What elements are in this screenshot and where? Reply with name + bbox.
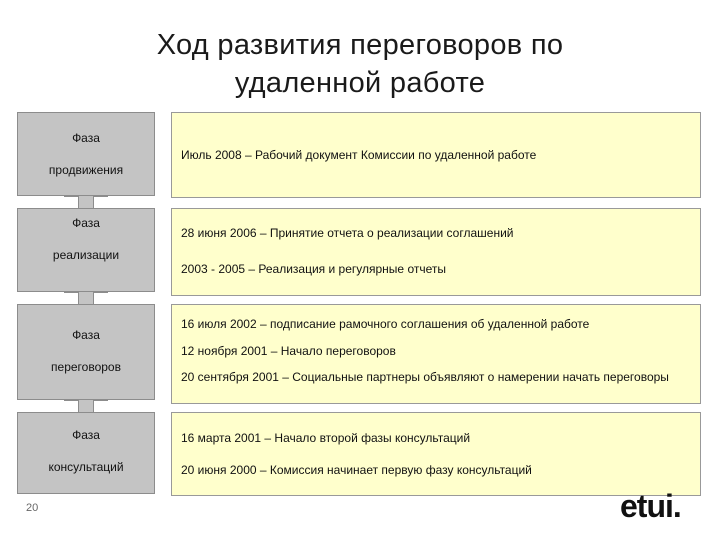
phase-implementation — [17, 208, 155, 292]
phase-promotion-label-1: Фаза — [72, 131, 100, 145]
phase-negotiation — [17, 304, 155, 400]
event-item: 20 сентября 2001 – Социальные партнеры объявляют о намерении начать переговоры — [181, 370, 669, 384]
event-item: Июль 2008 – Рабочий документ Комиссии по удаленной работе — [181, 148, 537, 162]
panel-consultation — [171, 412, 701, 496]
page-title — [100, 26, 620, 102]
phase-negotiation-label-1: Фаза — [72, 328, 100, 342]
panel-negotiation — [171, 304, 701, 404]
panel-promotion — [171, 112, 701, 198]
phase-negotiation-label-2: переговоров — [51, 360, 121, 374]
phase-consultation-label-1: Фаза — [72, 428, 100, 442]
title-line-2: удаленной работе — [234, 67, 486, 99]
phase-promotion-label-2: продвижения — [48, 163, 124, 177]
phase-arrow-2 — [64, 292, 108, 304]
phase-promotion — [17, 112, 155, 196]
event-item: 16 марта 2001 – Начало второй фазы консультаций — [181, 431, 471, 445]
phase-consultation-label-2: консультаций — [48, 460, 124, 474]
title-line-1: Ход развития переговоров по — [156, 29, 564, 61]
event-item: 16 июля 2002 – подписание рамочного соглашения об удаленной работе — [181, 317, 590, 331]
phase-implementation-label-2: реализации — [52, 248, 120, 262]
panel-implementation — [171, 208, 701, 296]
etui-logo: etui. — [620, 488, 681, 524]
phase-consultation — [17, 412, 155, 494]
event-item: 2003 - 2005 – Реализация и регулярные отчеты — [181, 262, 446, 276]
event-item: 20 июня 2000 – Комиссия начинает первую фазу консультаций — [181, 463, 532, 477]
page-number: 20 — [26, 502, 39, 514]
phase-implementation-label-1: Фаза — [72, 216, 100, 230]
event-item: 28 июня 2006 – Принятие отчета о реализации соглашений — [181, 226, 514, 240]
event-item: 12 ноября 2001 – Начало переговоров — [181, 344, 396, 358]
